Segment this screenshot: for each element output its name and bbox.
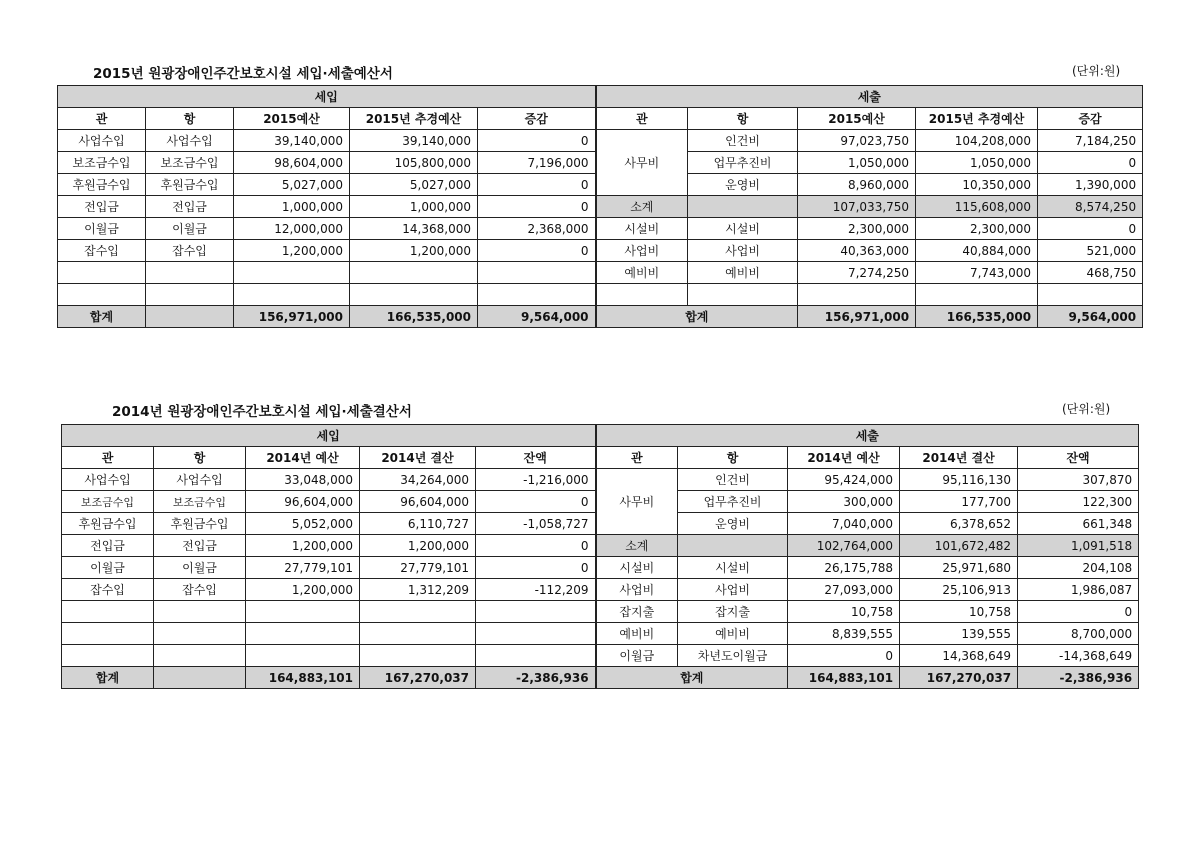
table-cell: 보조금수입 bbox=[146, 152, 234, 174]
table-cell: 8,700,000 bbox=[1018, 623, 1139, 645]
expense-group-cell: 사무비 bbox=[596, 469, 678, 535]
table-cell: 업무추진비 bbox=[688, 152, 798, 174]
column-header: 관 bbox=[58, 108, 146, 130]
table-cell bbox=[58, 262, 146, 284]
table-cell: 39,140,000 bbox=[350, 130, 478, 152]
table-cell: 27,779,101 bbox=[360, 557, 476, 579]
table-cell: 166,535,000 bbox=[350, 306, 478, 328]
table-cell: 10,350,000 bbox=[916, 174, 1038, 196]
table-row bbox=[58, 196, 1143, 218]
subtotal-label: 소계 bbox=[596, 535, 678, 557]
budget-expense-label: 세출 bbox=[596, 86, 1143, 108]
table-cell: 167,270,037 bbox=[900, 667, 1018, 689]
table-cell: 661,348 bbox=[1018, 513, 1139, 535]
table-cell: 177,700 bbox=[900, 491, 1018, 513]
table-cell: 468,750 bbox=[1038, 262, 1143, 284]
column-header: 2015예산 bbox=[798, 108, 916, 130]
table-cell: 14,368,649 bbox=[900, 645, 1018, 667]
table-cell: 5,027,000 bbox=[234, 174, 350, 196]
table-cell: 후원금수입 bbox=[154, 513, 246, 535]
table-cell bbox=[246, 623, 360, 645]
settlement-income-label: 세입 bbox=[62, 425, 596, 447]
table-cell: 후원금수입 bbox=[58, 174, 146, 196]
table-cell: 1,050,000 bbox=[798, 152, 916, 174]
table-cell: 사업비 bbox=[596, 240, 688, 262]
table-cell: 101,672,482 bbox=[900, 535, 1018, 557]
table-row bbox=[58, 284, 1143, 306]
table-cell: 1,200,000 bbox=[234, 240, 350, 262]
table-cell: 7,196,000 bbox=[478, 152, 596, 174]
table-cell: 업무추진비 bbox=[678, 491, 788, 513]
table-cell: 7,274,250 bbox=[798, 262, 916, 284]
table-row bbox=[58, 218, 1143, 240]
table-cell: 예비비 bbox=[678, 623, 788, 645]
table-cell: 6,110,727 bbox=[360, 513, 476, 535]
table-cell: -1,058,727 bbox=[476, 513, 596, 535]
expense-total-label: 합계 bbox=[596, 667, 788, 689]
table-cell: -2,386,936 bbox=[476, 667, 596, 689]
table-cell: 사업수입 bbox=[58, 130, 146, 152]
table-cell: 0 bbox=[476, 557, 596, 579]
income-total-label: 합계 bbox=[62, 667, 154, 689]
table-cell: 5,027,000 bbox=[350, 174, 478, 196]
table-cell bbox=[476, 645, 596, 667]
column-header: 잔액 bbox=[476, 447, 596, 469]
table-cell: 시설비 bbox=[596, 557, 678, 579]
budget-table bbox=[57, 85, 1143, 328]
table-cell bbox=[246, 601, 360, 623]
table-cell: 보조금수입 bbox=[62, 491, 154, 513]
table-cell bbox=[350, 284, 478, 306]
table-cell: 96,604,000 bbox=[246, 491, 360, 513]
table-cell: 사업비 bbox=[596, 579, 678, 601]
column-header: 2014년 결산 bbox=[360, 447, 476, 469]
table-row bbox=[62, 601, 1139, 623]
table-cell: 1,986,087 bbox=[1018, 579, 1139, 601]
table-cell: 1,050,000 bbox=[916, 152, 1038, 174]
column-header: 증감 bbox=[478, 108, 596, 130]
settlement-section-header-row bbox=[62, 425, 1139, 447]
table-cell bbox=[146, 262, 234, 284]
table-cell: 잡수입 bbox=[58, 240, 146, 262]
table-row bbox=[62, 623, 1139, 645]
table-cell bbox=[154, 623, 246, 645]
table-cell: 0 bbox=[1038, 152, 1143, 174]
column-header: 관 bbox=[62, 447, 154, 469]
table-cell: 300,000 bbox=[788, 491, 900, 513]
table-cell: 40,884,000 bbox=[916, 240, 1038, 262]
table-cell bbox=[798, 284, 916, 306]
table-cell bbox=[246, 645, 360, 667]
table-cell bbox=[688, 284, 798, 306]
budget-unit: (단위:원) bbox=[1072, 64, 1121, 78]
column-header: 2015년 추경예산 bbox=[350, 108, 478, 130]
table-cell: 잡수입 bbox=[62, 579, 154, 601]
budget-income-label: 세입 bbox=[58, 86, 596, 108]
table-cell: 122,300 bbox=[1018, 491, 1139, 513]
budget-total-row bbox=[58, 306, 1143, 328]
table-cell: 시설비 bbox=[688, 218, 798, 240]
table-cell: 예비비 bbox=[596, 623, 678, 645]
table-cell: 예비비 bbox=[596, 262, 688, 284]
table-cell: 8,574,250 bbox=[1038, 196, 1143, 218]
table-cell: 전입금 bbox=[154, 535, 246, 557]
table-cell: 8,960,000 bbox=[798, 174, 916, 196]
table-cell bbox=[596, 284, 688, 306]
table-cell: 105,800,000 bbox=[350, 152, 478, 174]
table-cell: 1,200,000 bbox=[350, 240, 478, 262]
table-cell: 0 bbox=[478, 196, 596, 218]
table-cell: 이월금 bbox=[154, 557, 246, 579]
table-row bbox=[58, 130, 1143, 152]
table-cell bbox=[154, 667, 246, 689]
column-header: 관 bbox=[596, 447, 678, 469]
budget-title: 2015년 원광장애인주간보호시설 세입·세출예산서 bbox=[93, 66, 393, 82]
column-header: 잔액 bbox=[1018, 447, 1139, 469]
income-total-label: 합계 bbox=[58, 306, 146, 328]
table-cell: 10,758 bbox=[788, 601, 900, 623]
table-cell: -112,209 bbox=[476, 579, 596, 601]
table-cell: 후원금수입 bbox=[146, 174, 234, 196]
expense-group-cell: 사무비 bbox=[596, 130, 688, 196]
table-cell: 전입금 bbox=[62, 535, 154, 557]
table-cell: 25,106,913 bbox=[900, 579, 1018, 601]
table-cell: 164,883,101 bbox=[788, 667, 900, 689]
table-cell: 33,048,000 bbox=[246, 469, 360, 491]
table-cell bbox=[234, 262, 350, 284]
table-cell: 27,093,000 bbox=[788, 579, 900, 601]
column-header: 항 bbox=[146, 108, 234, 130]
table-cell bbox=[62, 601, 154, 623]
table-cell: 104,208,000 bbox=[916, 130, 1038, 152]
table-cell: 보조금수입 bbox=[58, 152, 146, 174]
table-cell: 9,564,000 bbox=[1038, 306, 1143, 328]
table-cell: 잡지출 bbox=[596, 601, 678, 623]
table-cell bbox=[146, 284, 234, 306]
table-cell bbox=[62, 623, 154, 645]
column-header: 항 bbox=[688, 108, 798, 130]
table-cell: 115,608,000 bbox=[916, 196, 1038, 218]
table-cell: -2,386,936 bbox=[1018, 667, 1139, 689]
table-row bbox=[62, 469, 1139, 491]
table-cell: 39,140,000 bbox=[234, 130, 350, 152]
table-cell: 204,108 bbox=[1018, 557, 1139, 579]
table-cell: -14,368,649 bbox=[1018, 645, 1139, 667]
table-cell bbox=[146, 306, 234, 328]
table-row bbox=[62, 645, 1139, 667]
table-cell bbox=[58, 284, 146, 306]
column-header: 2014년 예산 bbox=[788, 447, 900, 469]
table-cell: 1,200,000 bbox=[246, 579, 360, 601]
table-cell: 0 bbox=[476, 491, 596, 513]
column-header: 2015년 추경예산 bbox=[916, 108, 1038, 130]
table-cell bbox=[360, 623, 476, 645]
table-cell: 1,000,000 bbox=[350, 196, 478, 218]
table-cell: 102,764,000 bbox=[788, 535, 900, 557]
column-header: 2015예산 bbox=[234, 108, 350, 130]
table-cell: 27,779,101 bbox=[246, 557, 360, 579]
table-cell: 10,758 bbox=[900, 601, 1018, 623]
table-cell: 34,264,000 bbox=[360, 469, 476, 491]
table-cell: 26,175,788 bbox=[788, 557, 900, 579]
budget-column-header-row bbox=[58, 108, 1143, 130]
table-cell bbox=[360, 645, 476, 667]
table-cell: 잡수입 bbox=[154, 579, 246, 601]
table-cell: 차년도이월금 bbox=[678, 645, 788, 667]
table-cell: 164,883,101 bbox=[246, 667, 360, 689]
table-cell: 사업비 bbox=[688, 240, 798, 262]
table-cell: 시설비 bbox=[596, 218, 688, 240]
table-cell bbox=[360, 601, 476, 623]
table-cell: 167,270,037 bbox=[360, 667, 476, 689]
table-cell: 1,390,000 bbox=[1038, 174, 1143, 196]
table-cell: 7,184,250 bbox=[1038, 130, 1143, 152]
table-cell bbox=[234, 284, 350, 306]
table-cell: 0 bbox=[478, 174, 596, 196]
table-cell: 6,378,652 bbox=[900, 513, 1018, 535]
column-header: 2014년 예산 bbox=[246, 447, 360, 469]
table-cell: 307,870 bbox=[1018, 469, 1139, 491]
table-cell: 1,091,518 bbox=[1018, 535, 1139, 557]
table-cell bbox=[1038, 284, 1143, 306]
table-cell bbox=[916, 284, 1038, 306]
table-row bbox=[62, 579, 1139, 601]
expense-total-label: 합계 bbox=[596, 306, 798, 328]
table-cell: 156,971,000 bbox=[234, 306, 350, 328]
table-cell: 2,368,000 bbox=[478, 218, 596, 240]
table-cell: 1,000,000 bbox=[234, 196, 350, 218]
table-cell: 이월금 bbox=[596, 645, 678, 667]
table-cell: -1,216,000 bbox=[476, 469, 596, 491]
table-cell: 사업비 bbox=[678, 579, 788, 601]
settlement-total-row bbox=[62, 667, 1139, 689]
subtotal-label: 소계 bbox=[596, 196, 688, 218]
table-cell: 후원금수입 bbox=[62, 513, 154, 535]
table-cell: 95,424,000 bbox=[788, 469, 900, 491]
table-cell bbox=[62, 645, 154, 667]
table-cell: 사업수입 bbox=[146, 130, 234, 152]
table-cell bbox=[154, 645, 246, 667]
table-cell: 전입금 bbox=[58, 196, 146, 218]
table-row bbox=[62, 557, 1139, 579]
table-cell: 잡지출 bbox=[678, 601, 788, 623]
settlement-column-header-row bbox=[62, 447, 1139, 469]
table-cell: 14,368,000 bbox=[350, 218, 478, 240]
table-cell: 98,604,000 bbox=[234, 152, 350, 174]
table-cell: 잡수입 bbox=[146, 240, 234, 262]
table-row bbox=[62, 535, 1139, 557]
table-cell: 사업수입 bbox=[154, 469, 246, 491]
table-cell: 2,300,000 bbox=[798, 218, 916, 240]
table-cell: 예비비 bbox=[688, 262, 798, 284]
table-cell: 이월금 bbox=[58, 218, 146, 240]
table-cell: 0 bbox=[1018, 601, 1139, 623]
table-cell: 인건비 bbox=[688, 130, 798, 152]
table-cell: 8,839,555 bbox=[788, 623, 900, 645]
settlement-expense-label: 세출 bbox=[596, 425, 1139, 447]
table-cell: 0 bbox=[478, 130, 596, 152]
table-cell: 97,023,750 bbox=[798, 130, 916, 152]
column-header: 항 bbox=[678, 447, 788, 469]
table-cell bbox=[476, 623, 596, 645]
table-cell bbox=[476, 601, 596, 623]
table-cell: 인건비 bbox=[678, 469, 788, 491]
table-cell bbox=[478, 262, 596, 284]
table-cell: 521,000 bbox=[1038, 240, 1143, 262]
settlement-title: 2014년 원광장애인주간보호시설 세입·세출결산서 bbox=[112, 404, 412, 420]
table-row bbox=[58, 262, 1143, 284]
table-cell: 1,200,000 bbox=[360, 535, 476, 557]
column-header: 항 bbox=[154, 447, 246, 469]
column-header: 2014년 결산 bbox=[900, 447, 1018, 469]
table-cell: 156,971,000 bbox=[798, 306, 916, 328]
table-cell: 95,116,130 bbox=[900, 469, 1018, 491]
table-cell: 시설비 bbox=[678, 557, 788, 579]
table-cell: 이월금 bbox=[146, 218, 234, 240]
table-cell: 보조금수입 bbox=[154, 491, 246, 513]
table-cell: 0 bbox=[476, 535, 596, 557]
table-cell: 40,363,000 bbox=[798, 240, 916, 262]
table-cell: 107,033,750 bbox=[798, 196, 916, 218]
table-cell bbox=[678, 535, 788, 557]
table-cell: 운영비 bbox=[688, 174, 798, 196]
table-cell bbox=[478, 284, 596, 306]
table-cell: 1,200,000 bbox=[246, 535, 360, 557]
column-header: 증감 bbox=[1038, 108, 1143, 130]
table-cell: 166,535,000 bbox=[916, 306, 1038, 328]
table-cell: 12,000,000 bbox=[234, 218, 350, 240]
table-cell: 5,052,000 bbox=[246, 513, 360, 535]
budget-section-header-row bbox=[58, 86, 1143, 108]
settlement-table bbox=[61, 424, 1139, 689]
table-cell: 이월금 bbox=[62, 557, 154, 579]
table-cell bbox=[688, 196, 798, 218]
table-cell: 7,040,000 bbox=[788, 513, 900, 535]
table-cell: 0 bbox=[478, 240, 596, 262]
table-cell: 운영비 bbox=[678, 513, 788, 535]
table-cell bbox=[154, 601, 246, 623]
table-cell: 7,743,000 bbox=[916, 262, 1038, 284]
column-header: 관 bbox=[596, 108, 688, 130]
table-cell: 139,555 bbox=[900, 623, 1018, 645]
table-row bbox=[58, 240, 1143, 262]
table-cell: 9,564,000 bbox=[478, 306, 596, 328]
table-cell bbox=[350, 262, 478, 284]
settlement-unit: (단위:원) bbox=[1062, 402, 1111, 416]
table-cell: 0 bbox=[1038, 218, 1143, 240]
table-cell: 전입금 bbox=[146, 196, 234, 218]
table-cell: 0 bbox=[788, 645, 900, 667]
table-cell: 1,312,209 bbox=[360, 579, 476, 601]
table-cell: 사업수입 bbox=[62, 469, 154, 491]
table-cell: 96,604,000 bbox=[360, 491, 476, 513]
table-cell: 25,971,680 bbox=[900, 557, 1018, 579]
table-cell: 2,300,000 bbox=[916, 218, 1038, 240]
